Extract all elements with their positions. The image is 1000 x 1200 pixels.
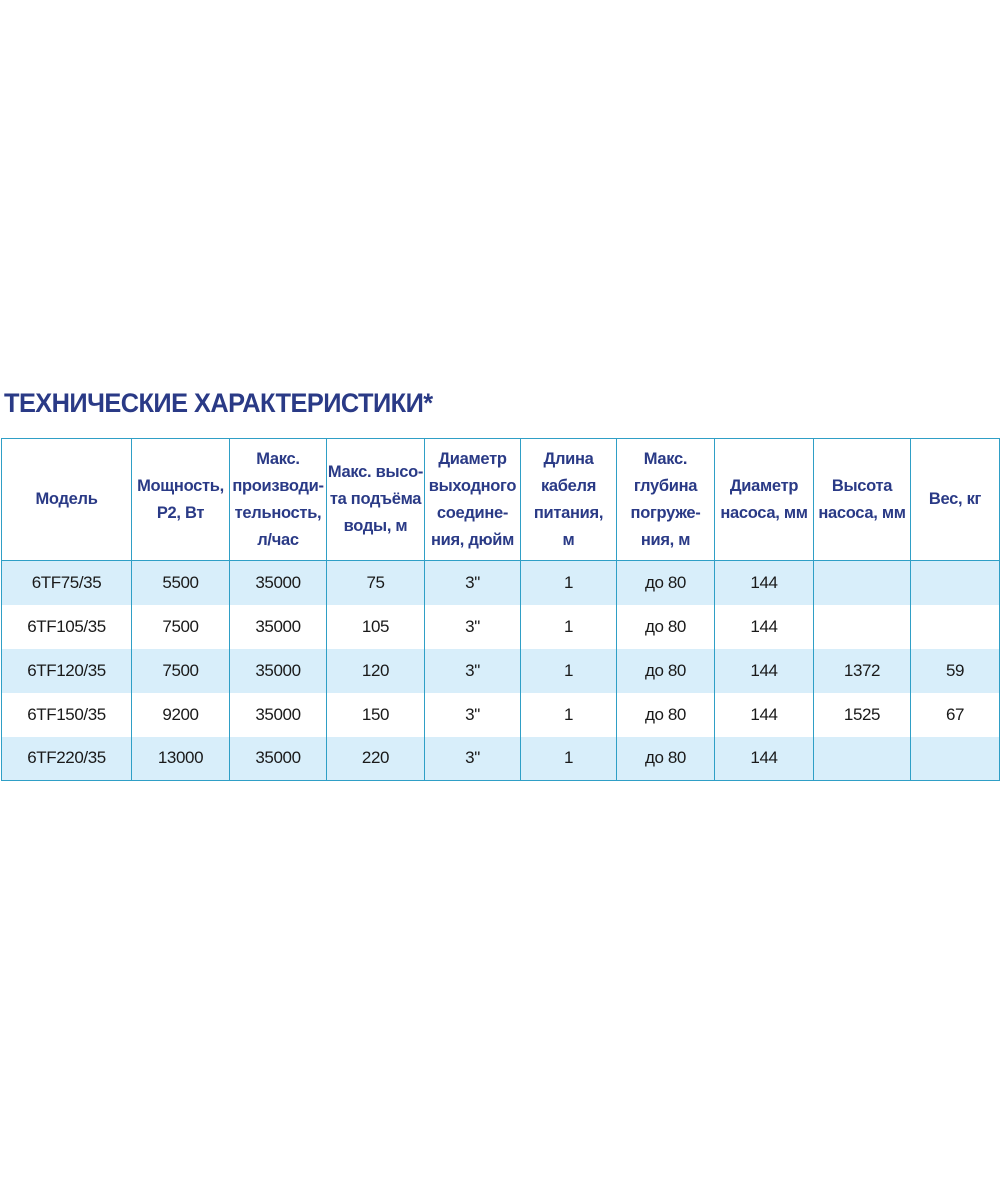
cell-power: 9200: [132, 693, 230, 737]
cell-immersion-depth: до 80: [617, 649, 715, 693]
header-outlet-diameter: Диаметр выходного соедине- ния, дюйм: [425, 439, 521, 561]
table-header-row: [2, 439, 1000, 561]
cell-cable-length: 1: [521, 649, 617, 693]
cell-weight: [911, 561, 1000, 605]
header-power: Мощность, P2, Вт: [132, 439, 230, 561]
cell-capacity: 35000: [230, 693, 327, 737]
table-row: [2, 693, 1000, 737]
header-capacity: Макс. производи- тельность, л/час: [230, 439, 327, 561]
cell-head: 120: [327, 649, 425, 693]
header-pump-height: Высота насоса, мм: [814, 439, 911, 561]
cell-head: 220: [327, 737, 425, 781]
header-immersion-depth: Макс. глубина погруже- ния, м: [617, 439, 715, 561]
cell-cable-length: 1: [521, 693, 617, 737]
cell-outlet-diameter: 3": [425, 605, 521, 649]
table-row: [2, 649, 1000, 693]
page-title: ТЕХНИЧЕСКИЕ ХАРАКТЕРИСТИКИ*: [4, 388, 433, 418]
header-cable-length: Длина кабеля питания, м: [521, 439, 617, 561]
cell-cable-length: 1: [521, 561, 617, 605]
cell-pump-height: 1525: [814, 693, 911, 737]
cell-weight: [911, 737, 1000, 781]
cell-cable-length: 1: [521, 737, 617, 781]
cell-pump-diameter: 144: [715, 737, 814, 781]
cell-outlet-diameter: 3": [425, 737, 521, 781]
cell-weight: 59: [911, 649, 1000, 693]
cell-capacity: 35000: [230, 605, 327, 649]
cell-outlet-diameter: 3": [425, 561, 521, 605]
header-head: Макс. высо- та подъёма воды, м: [327, 439, 425, 561]
specs-table: [1, 438, 1000, 781]
table-row: [2, 737, 1000, 781]
cell-head: 75: [327, 561, 425, 605]
cell-model: 6TF75/35: [2, 561, 132, 605]
cell-pump-height: 1372: [814, 649, 911, 693]
cell-immersion-depth: до 80: [617, 605, 715, 649]
cell-weight: [911, 605, 1000, 649]
header-model: Модель: [2, 439, 132, 561]
cell-model: 6TF220/35: [2, 737, 132, 781]
cell-immersion-depth: до 80: [617, 737, 715, 781]
cell-capacity: 35000: [230, 649, 327, 693]
cell-pump-diameter: 144: [715, 561, 814, 605]
table-row: [2, 561, 1000, 605]
cell-model: 6TF120/35: [2, 649, 132, 693]
cell-head: 150: [327, 693, 425, 737]
cell-pump-diameter: 144: [715, 693, 814, 737]
cell-weight: 67: [911, 693, 1000, 737]
cell-model: 6TF105/35: [2, 605, 132, 649]
cell-pump-height: [814, 561, 911, 605]
cell-immersion-depth: до 80: [617, 693, 715, 737]
cell-pump-height: [814, 605, 911, 649]
cell-power: 5500: [132, 561, 230, 605]
cell-pump-diameter: 144: [715, 605, 814, 649]
cell-power: 7500: [132, 649, 230, 693]
cell-head: 105: [327, 605, 425, 649]
cell-power: 13000: [132, 737, 230, 781]
cell-outlet-diameter: 3": [425, 649, 521, 693]
table-row: [2, 605, 1000, 649]
cell-cable-length: 1: [521, 605, 617, 649]
cell-outlet-diameter: 3": [425, 693, 521, 737]
header-pump-diameter: Диаметр насоса, мм: [715, 439, 814, 561]
cell-immersion-depth: до 80: [617, 561, 715, 605]
cell-power: 7500: [132, 605, 230, 649]
cell-pump-diameter: 144: [715, 649, 814, 693]
cell-capacity: 35000: [230, 737, 327, 781]
cell-pump-height: [814, 737, 911, 781]
cell-model: 6TF150/35: [2, 693, 132, 737]
header-weight: Вес, кг: [911, 439, 1000, 561]
cell-capacity: 35000: [230, 561, 327, 605]
